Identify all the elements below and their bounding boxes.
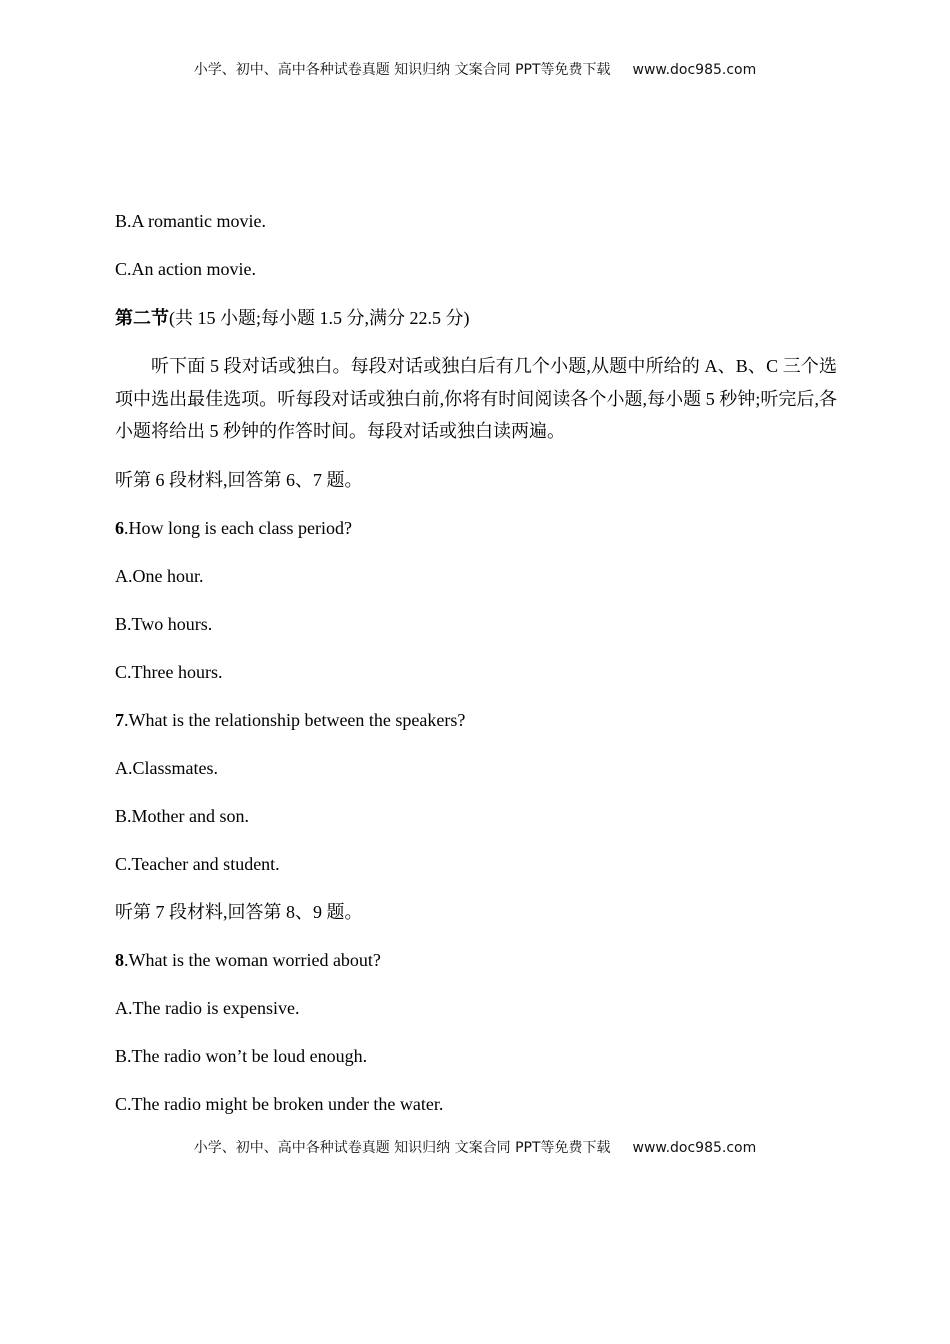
q7-option-a: A.Classmates. [115, 758, 218, 778]
section-info: (共 15 小题;每小题 1.5 分,满分 22.5 分) [169, 308, 470, 328]
section-heading [115, 307, 470, 329]
q6-option-a: A.One hour. [115, 566, 204, 586]
header-url: www.doc985.com [632, 62, 757, 78]
page-footer [0, 1137, 950, 1157]
q8-option-b: B.The radio won’t be loud enough. [115, 1046, 368, 1066]
header-text: 小学、初中、高中各种试卷真题 知识归纳 文案合同 PPT等免费下载 [193, 62, 611, 78]
question-number: 6 [115, 518, 124, 538]
question-6 [115, 517, 352, 539]
material-7-heading: 听第 7 段材料,回答第 8、9 题。 [115, 902, 363, 922]
option-c: C.An action movie. [115, 259, 256, 279]
question-7 [115, 709, 465, 731]
page-header [0, 59, 950, 79]
q7-option-c: C.Teacher and student. [115, 854, 280, 874]
footer-url: www.doc985.com [632, 1140, 757, 1156]
question-text: .What is the relationship between the speakers? [124, 710, 466, 730]
section-instructions: 听下面 5 段对话或独白。每段对话或独白后有几个小题,从题中所给的 A、B、C 三个选项中选出最佳选项。听每段对话或独白前,你将有时间阅读各个小题,每小题 5 秒钟;听完后,各小题将给出 5 秒钟的作答时间。每段对话或独白读两遍。 [115, 356, 837, 441]
question-text: .How long is each class period? [124, 518, 352, 538]
material-6-heading: 听第 6 段材料,回答第 6、7 题。 [115, 470, 363, 490]
question-number: 8 [115, 950, 124, 970]
q6-option-c: C.Three hours. [115, 662, 223, 682]
q6-option-b: B.Two hours. [115, 614, 213, 634]
option-b: B.A romantic movie. [115, 211, 266, 231]
question-number: 7 [115, 710, 124, 730]
footer-text: 小学、初中、高中各种试卷真题 知识归纳 文案合同 PPT等免费下载 [193, 1140, 611, 1156]
question-8 [115, 949, 381, 971]
q7-option-b: B.Mother and son. [115, 806, 249, 826]
q8-option-a: A.The radio is expensive. [115, 998, 300, 1018]
section-title: 第二节 [115, 308, 169, 328]
question-text: .What is the woman worried about? [124, 950, 381, 970]
q8-option-c: C.The radio might be broken under the water. [115, 1094, 444, 1114]
